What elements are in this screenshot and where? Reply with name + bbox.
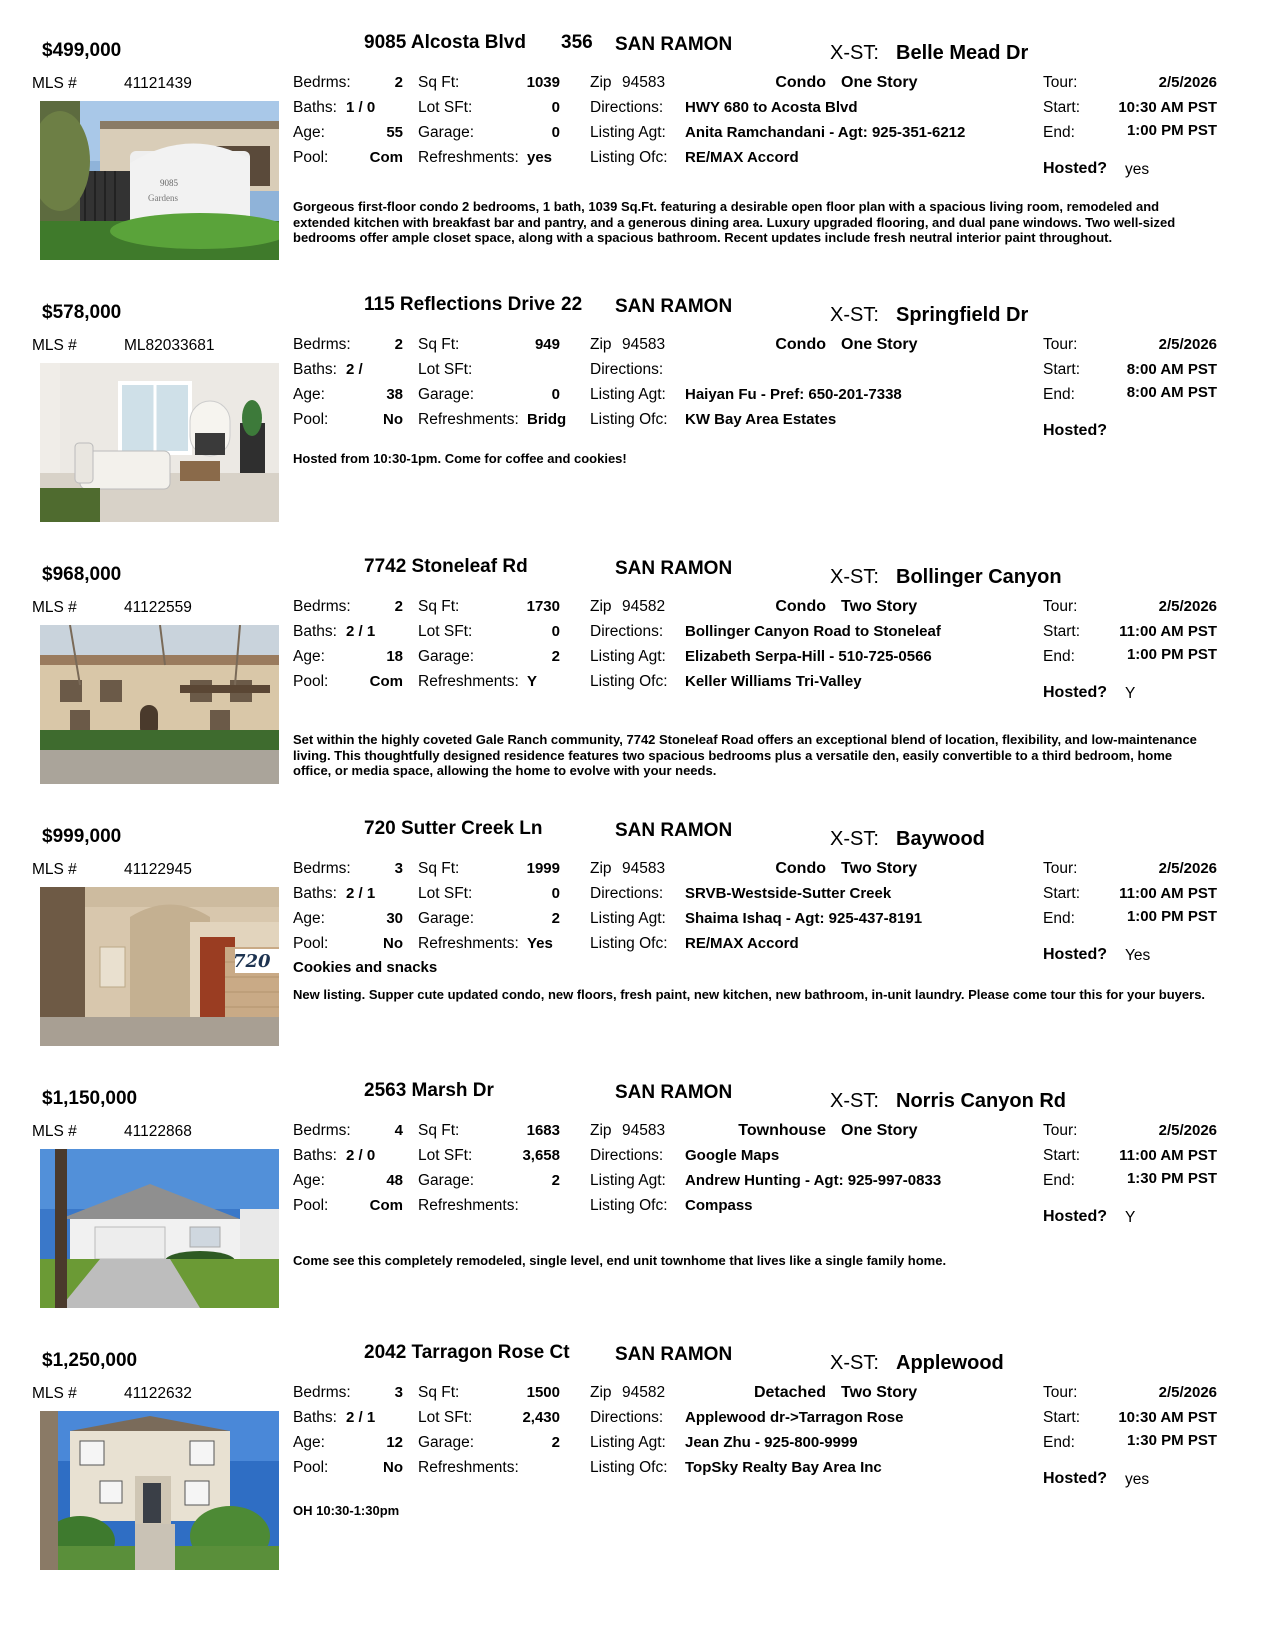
cross-street: Applewood (896, 1352, 1004, 1374)
hosted-value: Y (1125, 1209, 1136, 1226)
garage-value: 0 (551, 124, 560, 141)
refreshments-label: Refreshments: (418, 411, 519, 428)
directions-label: Directions: (590, 623, 664, 640)
sqft-label: Sq Ft: (418, 1122, 460, 1139)
sqft-value: 1683 (526, 1122, 560, 1139)
garage-value: 2 (551, 648, 560, 665)
pool-label: Pool: (293, 149, 329, 166)
listing-address: 720 Sutter Creek Ln (364, 818, 543, 839)
directions-label: Directions: (590, 885, 664, 902)
listing-office: KW Bay Area Estates (685, 411, 837, 428)
listing-unit: 356 (561, 32, 593, 53)
start-time: 10:30 AM PST (1118, 99, 1217, 116)
age-value: 12 (386, 1434, 403, 1451)
mls-number: 41122868 (124, 1123, 192, 1140)
end-time: 1:30 PM PST (1126, 1170, 1217, 1187)
hosted-value: Yes (1125, 947, 1151, 964)
zip-label: Zip (590, 860, 612, 877)
hosted-value: Y (1125, 685, 1136, 702)
start-label: Start: (1043, 99, 1081, 116)
listing-office: RE/MAX Accord (685, 149, 799, 166)
listing-price: $578,000 (42, 302, 122, 323)
age-value: 18 (386, 648, 403, 665)
listing-office: Keller Williams Tri-Valley (685, 673, 862, 690)
hosted-label: Hosted? (1043, 160, 1107, 177)
sqft-label: Sq Ft: (418, 860, 460, 877)
listing-remarks: Gorgeous first-floor condo 2 bedrooms, 1 bath, 1039 Sq.Ft. featuring a desirable open floor plan with a spacious living room, remodeled and extended kitchen with breakfast bar and pantry, and a generous dining area. Luxury upgraded flooring, and dual pane windows. Two well-sized bedrooms offer ample closet space, along with a spacious bathroom. Recent updates include fresh neutral interior paint throughout. (293, 199, 1176, 245)
mls-label: MLS # (32, 599, 77, 616)
bedrooms-label: Bedrms: (293, 598, 351, 615)
pool-value: No (383, 1459, 403, 1476)
hosted-label: Hosted? (1043, 1470, 1107, 1487)
bedrooms-value: 2 (394, 74, 403, 91)
end-time: 1:00 PM PST (1126, 646, 1217, 663)
zip-value: 94583 (622, 860, 666, 877)
cross-street: Baywood (896, 828, 985, 850)
baths-value: 2 / 0 (346, 1147, 376, 1164)
refreshments-value: Y (527, 673, 538, 690)
end-label: End: (1043, 124, 1075, 141)
listing-remarks: Hosted from 10:30-1pm. Come for coffee and cookies! (293, 451, 627, 466)
bedrooms-value: 2 (394, 336, 403, 353)
tour-date: 2/5/2026 (1158, 1122, 1217, 1139)
tour-label: Tour: (1043, 598, 1078, 615)
garage-value: 2 (551, 1172, 560, 1189)
end-time: 1:00 PM PST (1126, 122, 1217, 139)
listing-agent: Anita Ramchandani - Agt: 925-351-6212 (685, 124, 966, 141)
refreshments-value: Bridg (527, 411, 567, 428)
listing-card-3 (0, 524, 1275, 784)
sqft-value: 1999 (526, 860, 560, 877)
lot-label: Lot SFt: (418, 885, 473, 902)
zip-value: 94583 (622, 1122, 666, 1139)
svg-text:9085: 9085 (160, 178, 178, 188)
listing-card-5 (0, 1048, 1275, 1308)
end-label: End: (1043, 910, 1075, 927)
cross-street-label: X-ST: (830, 828, 879, 850)
hosted-value: yes (1125, 1471, 1150, 1488)
end-time: 8:00 AM PST (1126, 384, 1217, 401)
listing-office-label: Listing Ofc: (590, 1459, 668, 1476)
pool-label: Pool: (293, 673, 329, 690)
listing-remarks: Set within the highly coveted Gale Ranch community, 7742 Stoneleaf Road offers an exceptional blend of location, flexibility, and low-maintenance living. This thoughtfully designed residence features two spacious bedrooms plus a versatile den, easily convertible to a third bedroom, home office, or media space, allowing the home to evolve with your needs. (293, 732, 1197, 778)
cross-street-label: X-ST: (830, 566, 879, 588)
directions-value: Google Maps (685, 1147, 780, 1164)
pool-value: Com (369, 1197, 403, 1214)
zip-label: Zip (590, 1122, 612, 1139)
hosted-label: Hosted? (1043, 1208, 1107, 1225)
listing-agent-label: Listing Agt: (590, 910, 666, 927)
tour-date: 2/5/2026 (1158, 1384, 1217, 1401)
mls-number: 41122945 (124, 861, 192, 878)
age-value: 38 (386, 386, 403, 403)
baths-value: 2 / 1 (346, 1409, 376, 1426)
bedrooms-value: 3 (394, 1384, 403, 1401)
hosted-label: Hosted? (1043, 422, 1107, 439)
cross-street-label: X-ST: (830, 42, 879, 64)
sqft-label: Sq Ft: (418, 74, 460, 91)
mls-number: 41122559 (124, 599, 192, 616)
tour-date: 2/5/2026 (1158, 598, 1217, 615)
listing-office-label: Listing Ofc: (590, 1197, 668, 1214)
pool-value: No (383, 935, 403, 952)
bedrooms-label: Bedrms: (293, 74, 351, 91)
detached-house-photo[interactable] (40, 1411, 279, 1570)
baths-label: Baths: (293, 885, 337, 902)
listing-card-1 (0, 0, 1275, 260)
zip-label: Zip (590, 598, 612, 615)
mls-label: MLS # (32, 861, 77, 878)
stories: One Story (841, 336, 918, 353)
listing-city: SAN RAMON (615, 1344, 733, 1365)
start-time: 10:30 AM PST (1118, 1409, 1217, 1426)
listing-agent-label: Listing Agt: (590, 1172, 666, 1189)
tour-label: Tour: (1043, 860, 1078, 877)
property-type: Condo (775, 74, 826, 91)
garage-label: Garage: (418, 1172, 475, 1189)
sqft-label: Sq Ft: (418, 336, 460, 353)
listing-agent: Elizabeth Serpa-Hill - 510-725-0566 (685, 648, 932, 665)
sqft-value: 1730 (526, 598, 560, 615)
refreshments-label: Refreshments: (418, 673, 519, 690)
sqft-value: 949 (534, 336, 560, 353)
bedrooms-value: 2 (394, 598, 403, 615)
listing-remarks: New listing. Supper cute updated condo, new floors, fresh paint, new kitchen, new bathroom, in-unit laundry. Please come tour this for your buyers. (293, 987, 1206, 1002)
zip-value: 94583 (622, 336, 666, 353)
listing-card-6 (0, 1310, 1275, 1570)
age-label: Age: (293, 648, 325, 665)
age-label: Age: (293, 124, 325, 141)
property-type: Condo (775, 336, 826, 353)
directions-label: Directions: (590, 99, 664, 116)
lot-label: Lot SFt: (418, 99, 473, 116)
front-door-photo[interactable] (40, 887, 279, 1046)
garage-value: 2 (551, 910, 560, 927)
listing-price: $968,000 (42, 564, 122, 585)
stories: Two Story (841, 1384, 918, 1401)
living-room-photo[interactable] (40, 363, 279, 522)
zip-label: Zip (590, 1384, 612, 1401)
listing-office: RE/MAX Accord (685, 935, 799, 952)
garage-label: Garage: (418, 386, 475, 403)
zip-value: 94582 (622, 598, 666, 615)
directions-label: Directions: (590, 1409, 664, 1426)
garage-label: Garage: (418, 1434, 475, 1451)
pool-label: Pool: (293, 1459, 329, 1476)
tour-label: Tour: (1043, 1122, 1078, 1139)
end-time: 1:00 PM PST (1126, 908, 1217, 925)
start-label: Start: (1043, 1409, 1081, 1426)
listing-address: 2563 Marsh Dr (364, 1080, 494, 1101)
bedrooms-label: Bedrms: (293, 1122, 351, 1139)
cross-street: Norris Canyon Rd (896, 1090, 1067, 1112)
age-label: Age: (293, 1172, 325, 1189)
property-type: Detached (753, 1384, 826, 1401)
start-time: 8:00 AM PST (1126, 361, 1217, 378)
stories: Two Story (841, 598, 918, 615)
baths-value: 2 / (346, 361, 363, 378)
pool-label: Pool: (293, 935, 329, 952)
directions-value: HWY 680 to Acosta Blvd (685, 99, 858, 116)
lot-value: 2,430 (522, 1409, 560, 1426)
lot-label: Lot SFt: (418, 623, 473, 640)
listing-price: $499,000 (42, 40, 122, 61)
lot-label: Lot SFt: (418, 1409, 473, 1426)
start-time: 11:00 AM PST (1119, 885, 1217, 902)
listing-city: SAN RAMON (615, 558, 733, 579)
svg-text:Gardens: Gardens (148, 193, 178, 203)
listing-card-2 (0, 262, 1275, 522)
pool-value: Com (369, 673, 403, 690)
lot-label: Lot SFt: (418, 1147, 473, 1164)
house-number-sign: 720 (233, 951, 271, 972)
mls-label: MLS # (32, 75, 77, 92)
baths-value: 1 / 0 (346, 99, 376, 116)
cross-street-label: X-ST: (830, 1090, 879, 1112)
sqft-value: 1039 (526, 74, 560, 91)
baths-label: Baths: (293, 1147, 337, 1164)
end-label: End: (1043, 1172, 1075, 1189)
listing-agent-label: Listing Agt: (590, 648, 666, 665)
cross-street-label: X-ST: (830, 304, 879, 326)
sqft-value: 1500 (526, 1384, 560, 1401)
zip-label: Zip (590, 74, 612, 91)
lot-value: 0 (551, 99, 560, 116)
start-label: Start: (1043, 623, 1081, 640)
baths-label: Baths: (293, 1409, 337, 1426)
listing-agent: Haiyan Fu - Pref: 650-201-7338 (685, 386, 902, 403)
listing-price: $1,150,000 (42, 1088, 138, 1109)
tour-date: 2/5/2026 (1158, 860, 1217, 877)
listing-note: Cookies and snacks (293, 959, 438, 976)
mls-number: 41122632 (124, 1385, 192, 1402)
listing-city: SAN RAMON (615, 296, 733, 317)
lot-value: 3,658 (522, 1147, 560, 1164)
directions-value: Bollinger Canyon Road to Stoneleaf (685, 623, 941, 640)
zip-value: 94583 (622, 74, 666, 91)
listing-unit: 22 (561, 294, 583, 315)
baths-label: Baths: (293, 99, 337, 116)
sqft-label: Sq Ft: (418, 1384, 460, 1401)
mls-number: ML82033681 (124, 337, 215, 354)
two-story-condo-photo[interactable] (40, 625, 279, 784)
zip-value: 94582 (622, 1384, 666, 1401)
listing-agent-label: Listing Agt: (590, 1434, 666, 1451)
garage-value: 2 (551, 1434, 560, 1451)
refreshments-label: Refreshments: (418, 1197, 519, 1214)
pool-label: Pool: (293, 1197, 329, 1214)
listing-address: 7742 Stoneleaf Rd (364, 556, 528, 577)
age-label: Age: (293, 386, 325, 403)
refreshments-label: Refreshments: (418, 935, 519, 952)
refreshments-value: Yes (527, 935, 553, 952)
baths-value: 2 / 1 (346, 623, 376, 640)
start-label: Start: (1043, 885, 1081, 902)
baths-label: Baths: (293, 361, 337, 378)
tour-date: 2/5/2026 (1158, 74, 1217, 91)
property-type: Condo (775, 598, 826, 615)
tour-date: 2/5/2026 (1158, 336, 1217, 353)
end-label: End: (1043, 648, 1075, 665)
refreshments-label: Refreshments: (418, 1459, 519, 1476)
pool-value: No (383, 411, 403, 428)
listing-price: $1,250,000 (42, 1350, 138, 1371)
mls-label: MLS # (32, 1385, 77, 1402)
listing-office: Compass (685, 1197, 753, 1214)
garage-label: Garage: (418, 910, 475, 927)
garage-value: 0 (551, 386, 560, 403)
end-time: 1:30 PM PST (1126, 1432, 1217, 1449)
directions-label: Directions: (590, 1147, 664, 1164)
end-label: End: (1043, 386, 1075, 403)
mls-label: MLS # (32, 1123, 77, 1140)
listing-office-label: Listing Ofc: (590, 411, 668, 428)
sqft-label: Sq Ft: (418, 598, 460, 615)
age-value: 55 (386, 124, 403, 141)
zip-label: Zip (590, 336, 612, 353)
pool-label: Pool: (293, 411, 329, 428)
listing-agent: Shaima Ishaq - Agt: 925-437-8191 (685, 910, 923, 927)
condo-entrance-sign-photo[interactable] (40, 101, 279, 260)
listing-office-label: Listing Ofc: (590, 149, 668, 166)
baths-value: 2 / 1 (346, 885, 376, 902)
listing-city: SAN RAMON (615, 1082, 733, 1103)
baths-label: Baths: (293, 623, 337, 640)
cross-street: Bollinger Canyon (896, 566, 1062, 588)
listing-remarks: OH 10:30-1:30pm (293, 1503, 400, 1518)
refreshments-value: yes (527, 149, 553, 166)
stories: One Story (841, 74, 918, 91)
garage-label: Garage: (418, 124, 475, 141)
start-label: Start: (1043, 1147, 1081, 1164)
listing-office: TopSky Realty Bay Area Inc (685, 1459, 882, 1476)
end-label: End: (1043, 1434, 1075, 1451)
hosted-label: Hosted? (1043, 946, 1107, 963)
listing-office-label: Listing Ofc: (590, 673, 668, 690)
listing-price: $999,000 (42, 826, 122, 847)
tour-label: Tour: (1043, 1384, 1078, 1401)
cross-street: Belle Mead Dr (896, 42, 1029, 64)
listing-agent: Jean Zhu - 925-800-9999 (685, 1434, 858, 1451)
hosted-label: Hosted? (1043, 684, 1107, 701)
age-label: Age: (293, 1434, 325, 1451)
lot-value: 0 (551, 623, 560, 640)
listing-office-label: Listing Ofc: (590, 935, 668, 952)
listing-agent-label: Listing Agt: (590, 386, 666, 403)
garage-label: Garage: (418, 648, 475, 665)
directions-label: Directions: (590, 361, 664, 378)
tour-label: Tour: (1043, 74, 1078, 91)
listing-address: 115 Reflections Drive (364, 294, 556, 315)
listing-city: SAN RAMON (615, 820, 733, 841)
lot-label: Lot SFt: (418, 361, 473, 378)
property-type: Townhouse (738, 1122, 826, 1139)
lot-value: 0 (551, 885, 560, 902)
listing-address: 2042 Tarragon Rose Ct (364, 1342, 570, 1363)
listing-address: 9085 Alcosta Blvd (364, 32, 526, 53)
cross-street-label: X-ST: (830, 1352, 879, 1374)
bedrooms-label: Bedrms: (293, 860, 351, 877)
start-label: Start: (1043, 361, 1081, 378)
age-value: 30 (386, 910, 403, 927)
bedrooms-value: 3 (394, 860, 403, 877)
listing-remarks: Come see this completely remodeled, single level, end unit townhome that lives like a single family home. (293, 1253, 947, 1268)
age-label: Age: (293, 910, 325, 927)
directions-value: SRVB-Westside-Sutter Creek (685, 885, 892, 902)
stories: One Story (841, 1122, 918, 1139)
property-type: Condo (775, 860, 826, 877)
bedrooms-value: 4 (394, 1122, 403, 1139)
start-time: 11:00 AM PST (1119, 623, 1217, 640)
bedrooms-label: Bedrms: (293, 336, 351, 353)
listing-agent-label: Listing Agt: (590, 124, 666, 141)
bedrooms-label: Bedrms: (293, 1384, 351, 1401)
start-time: 11:00 AM PST (1119, 1147, 1217, 1164)
directions-value: Applewood dr->Tarragon Rose (685, 1409, 904, 1426)
hosted-value: yes (1125, 161, 1150, 178)
refreshments-label: Refreshments: (418, 149, 519, 166)
listing-city: SAN RAMON (615, 34, 733, 55)
listing-agent: Andrew Hunting - Agt: 925-997-0833 (685, 1172, 942, 1189)
mls-number: 41121439 (124, 75, 192, 92)
townhome-garage-photo[interactable] (40, 1149, 279, 1308)
age-value: 48 (386, 1172, 403, 1189)
pool-value: Com (369, 149, 403, 166)
tour-label: Tour: (1043, 336, 1078, 353)
stories: Two Story (841, 860, 918, 877)
cross-street: Springfield Dr (896, 304, 1029, 326)
listing-card-4 (0, 786, 1275, 1046)
mls-label: MLS # (32, 337, 77, 354)
